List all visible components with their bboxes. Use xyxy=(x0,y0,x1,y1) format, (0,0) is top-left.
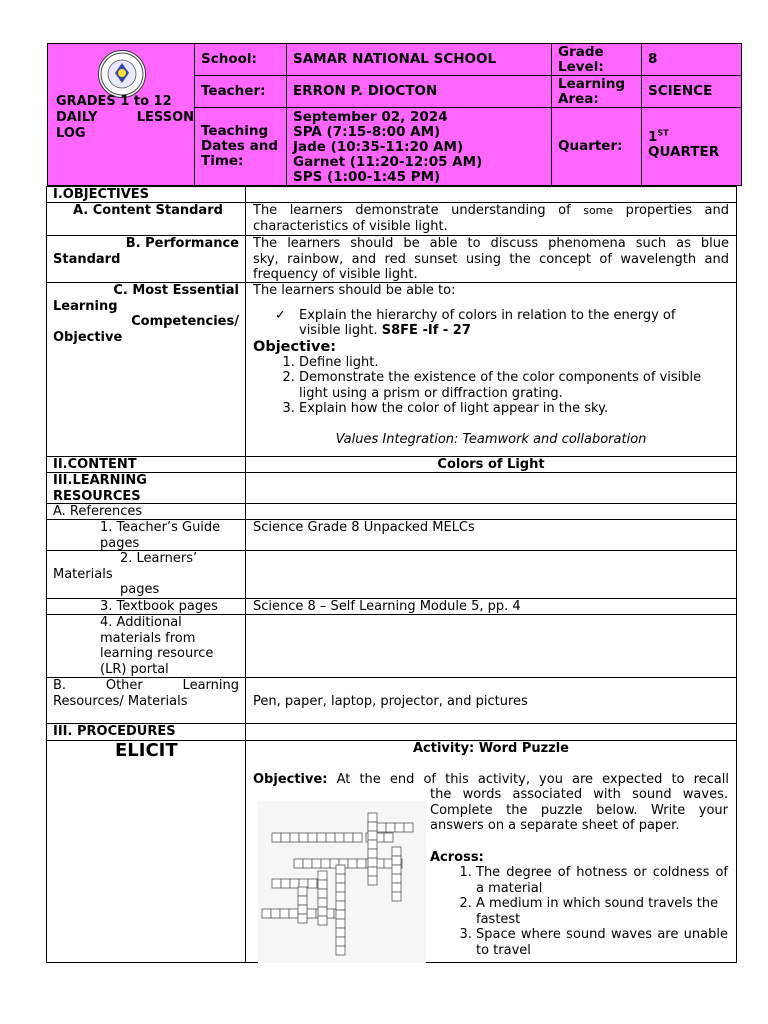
additional-label-line: learning resource xyxy=(100,646,214,661)
quarter-label: Quarter: xyxy=(552,108,642,185)
melc-check-text-a: Explain the hierarchy of colors in relation to the energy of xyxy=(299,307,676,323)
across-label: Across: xyxy=(430,849,484,865)
across-item: 1. The degree of hotness or coldness of a material xyxy=(476,865,728,896)
crossword-cell xyxy=(336,928,345,937)
teachers-guide-label-b: pages xyxy=(100,535,140,551)
procedures-heading-row xyxy=(46,724,737,741)
crossword-cell xyxy=(368,831,377,840)
crossword-cell xyxy=(318,907,327,916)
learners-materials-label-a: 2. Learners’ xyxy=(120,551,198,566)
header-block xyxy=(47,43,742,186)
schedule-line: Garnet (11:20-12:05 AM) xyxy=(293,154,483,170)
content-standard-text-a: The learners demonstrate understanding of xyxy=(253,203,584,218)
performance-line: The learners should be able to discuss phenomena such as blue xyxy=(253,236,729,251)
crossword-cell xyxy=(392,883,401,892)
crossword-cell xyxy=(404,823,413,832)
title-line-1: GRADES 1 to 12 xyxy=(56,94,172,109)
content-heading: II.CONTENT xyxy=(47,457,246,472)
resources-heading-row xyxy=(46,473,737,504)
crossword-cell xyxy=(321,859,330,868)
crossword-cell xyxy=(368,849,377,858)
other-resources-label-a: B. Other Learning xyxy=(53,678,239,693)
quarter-superscript: ST xyxy=(657,128,669,138)
crossword-cell xyxy=(318,916,327,925)
crossword-cell xyxy=(308,879,317,888)
crossword-cell xyxy=(392,847,401,856)
performance-label-b: Standard xyxy=(53,251,121,267)
crossword-cell xyxy=(272,833,281,842)
crossword-cell xyxy=(336,874,345,883)
schedule-line: Jade (10:35-11:20 AM) xyxy=(293,139,464,155)
crossword-cell xyxy=(318,871,327,880)
crossword-cell xyxy=(336,910,345,919)
learners-materials-label-c: pages xyxy=(120,582,160,597)
objective-item: 2. Demonstrate the existence of the color components of visible light using a prism or diffraction grating. xyxy=(299,370,729,401)
crossword-cell xyxy=(368,858,377,867)
objective-item: 3. Explain how the color of light appear in the sky. xyxy=(299,401,729,417)
textbook-label: 3. Textbook pages xyxy=(47,599,246,614)
crossword-cell xyxy=(335,833,344,842)
content-standard-text-b: properties and xyxy=(613,203,729,218)
performance-line: frequency of visible light. xyxy=(253,267,418,282)
crossword-cell xyxy=(368,840,377,849)
procedures-heading: III. PROCEDURES xyxy=(47,724,246,740)
date-line: September 02, 2024 xyxy=(293,109,448,125)
objective-heading: Objective: xyxy=(253,338,337,355)
deped-seal-icon xyxy=(98,50,146,98)
additional-label-line: (LR) portal xyxy=(100,661,169,677)
crossword-cell xyxy=(392,856,401,865)
crossword-cell xyxy=(336,883,345,892)
grade-value: 8 xyxy=(642,44,741,76)
melc-row xyxy=(46,283,737,457)
school-label: School: xyxy=(195,44,287,76)
crossword-cell xyxy=(336,892,345,901)
crossword-cell xyxy=(281,833,290,842)
performance-line: sky, rainbow, and red sunset using the concept of wavelength and xyxy=(253,251,729,267)
crossword-cell xyxy=(336,946,345,955)
teacher-value: ERRON P. DIOCTON xyxy=(287,76,552,108)
melc-check-item xyxy=(253,308,729,339)
crossword-cell xyxy=(298,914,307,923)
crossword-cell xyxy=(303,859,312,868)
crossword-cell xyxy=(262,909,271,918)
crossword-cell xyxy=(353,833,362,842)
title-line-3: LOG xyxy=(56,126,86,141)
learners-materials-row xyxy=(46,551,737,599)
content-value: Colors of Light xyxy=(437,457,545,472)
crossword-cell xyxy=(368,813,377,822)
crossword-cell xyxy=(298,896,307,905)
crossword-cell xyxy=(368,822,377,831)
teachers-guide-label-a: 1. Teacher’s Guide xyxy=(100,520,221,535)
crossword-cell xyxy=(294,859,303,868)
area-label: Learning Area: xyxy=(552,76,642,108)
melc-code: S8FE -If - 27 xyxy=(381,323,471,338)
crossword-cell xyxy=(318,889,327,898)
crossword-cell xyxy=(318,880,327,889)
crossword-cell xyxy=(298,887,307,896)
objectives-heading-row xyxy=(46,186,737,203)
title-line-2: DAILY LESSON xyxy=(56,110,194,125)
crossword-cell xyxy=(307,909,316,918)
learners-materials-label-b: Materials xyxy=(53,566,113,582)
content-standard-label: A. Content Standard xyxy=(73,203,223,218)
schedule-line: SPA (7:15-8:00 AM) xyxy=(293,124,441,140)
crossword-cell xyxy=(318,898,327,907)
crossword-cell xyxy=(299,833,308,842)
crossword-cell xyxy=(395,823,404,832)
across-item: 2. A medium in which sound travels the fastest xyxy=(476,896,728,927)
other-resources-value: Pen, paper, laptop, projector, and pictures xyxy=(253,694,528,709)
melc-intro: The learners should be able to: xyxy=(253,283,456,298)
quarter-word: QUARTER xyxy=(648,144,720,160)
crossword-cell xyxy=(348,859,357,868)
crossword-cell xyxy=(281,879,290,888)
dates-value xyxy=(287,108,552,185)
resources-heading-a: III.LEARNING xyxy=(53,473,147,488)
schedule-line: SPS (1:00-1:45 PM) xyxy=(293,169,441,185)
dates-label: Teaching Dates and Time: xyxy=(195,108,287,185)
performance-text xyxy=(246,236,736,282)
crossword-cell xyxy=(336,919,345,928)
teacher-label: Teacher: xyxy=(195,76,287,108)
elicit-label: ELICIT xyxy=(115,740,178,761)
crossword-cell xyxy=(344,833,353,842)
title-cell xyxy=(48,44,195,185)
crossword-cell xyxy=(368,876,377,885)
references-label: A. References xyxy=(47,504,246,519)
objective-text-a: At the end of this activity, you are expected to recall xyxy=(327,771,729,787)
melc-label-a: C. Most Essential xyxy=(113,283,239,298)
crossword-cell xyxy=(271,909,280,918)
other-resources-label-b: Resources/ Materials xyxy=(53,693,188,709)
references-row xyxy=(46,504,737,520)
values-integration: Values Integration: Teamwork and collaboration xyxy=(335,431,647,447)
crossword-cell xyxy=(336,901,345,910)
teachers-guide-row xyxy=(46,520,737,551)
objective-line: Complete the puzzle below. Write your xyxy=(430,802,728,818)
crossword-cell xyxy=(392,874,401,883)
performance-label-a: B. Performance xyxy=(125,236,239,251)
additional-label-line: materials from xyxy=(100,630,196,646)
crossword-cell xyxy=(368,867,377,876)
crossword-cell xyxy=(289,909,298,918)
content-standard-text-some: some xyxy=(583,204,614,217)
crossword-cell xyxy=(377,823,386,832)
elicit-row xyxy=(46,741,737,963)
additional-materials-row xyxy=(46,615,737,678)
quarter-number: 1 xyxy=(648,129,658,145)
performance-standard-row xyxy=(46,236,737,283)
melc-label-b: Learning xyxy=(53,298,118,314)
checkmark-icon: ✓ xyxy=(275,307,286,323)
crossword-cell xyxy=(336,865,345,874)
crossword-cell xyxy=(386,823,395,832)
quarter-value xyxy=(642,108,741,185)
objectives-heading: I.OBJECTIVES xyxy=(47,187,246,202)
objective-item: 1. Define light. xyxy=(299,355,729,371)
crossword-cell xyxy=(326,833,335,842)
objective-line: answers on a separate sheet of paper. xyxy=(430,818,680,833)
crossword-cell xyxy=(357,859,366,868)
additional-label-line: 4. Additional xyxy=(100,615,182,630)
crossword-cell xyxy=(392,892,401,901)
content-row xyxy=(46,457,737,473)
melc-label-d: Objective xyxy=(53,329,123,345)
crossword-cell xyxy=(290,833,299,842)
crossword-cell xyxy=(308,833,317,842)
crossword-cell xyxy=(280,909,289,918)
content-standard-text-c: characteristics of visible light. xyxy=(253,218,448,234)
melc-label-c: Competencies/ xyxy=(131,314,239,329)
textbook-row xyxy=(46,599,737,615)
content-standard-text xyxy=(246,203,736,235)
crossword-cell xyxy=(298,905,307,914)
across-item: 3. Space where sound waves are unable to travel xyxy=(476,927,728,958)
teachers-guide-value: Science Grade 8 Unpacked MELCs xyxy=(253,520,475,535)
area-value: SCIENCE xyxy=(642,76,741,108)
crossword-cell xyxy=(312,859,321,868)
activity-title: Activity: Word Puzzle xyxy=(412,741,570,756)
objective-label: Objective: xyxy=(253,771,328,787)
grade-label: Grade Level: xyxy=(552,44,642,76)
crossword-cell xyxy=(317,833,326,842)
objective-line: the words associated with sound waves. xyxy=(430,787,728,802)
textbook-value: Science 8 – Self Learning Module 5, pp. 4 xyxy=(253,599,521,614)
crossword-cell xyxy=(384,833,393,842)
crossword-cell xyxy=(336,937,345,946)
other-resources-row xyxy=(46,678,737,724)
content-standard-row xyxy=(46,203,737,236)
melc-check-text-b: visible light. xyxy=(299,323,382,338)
crossword-cell xyxy=(272,879,281,888)
school-value: SAMAR NATIONAL SCHOOL xyxy=(287,44,552,76)
crossword-cell xyxy=(392,865,401,874)
resources-heading-b: RESOURCES xyxy=(53,488,141,504)
crossword-puzzle-image xyxy=(258,801,426,963)
